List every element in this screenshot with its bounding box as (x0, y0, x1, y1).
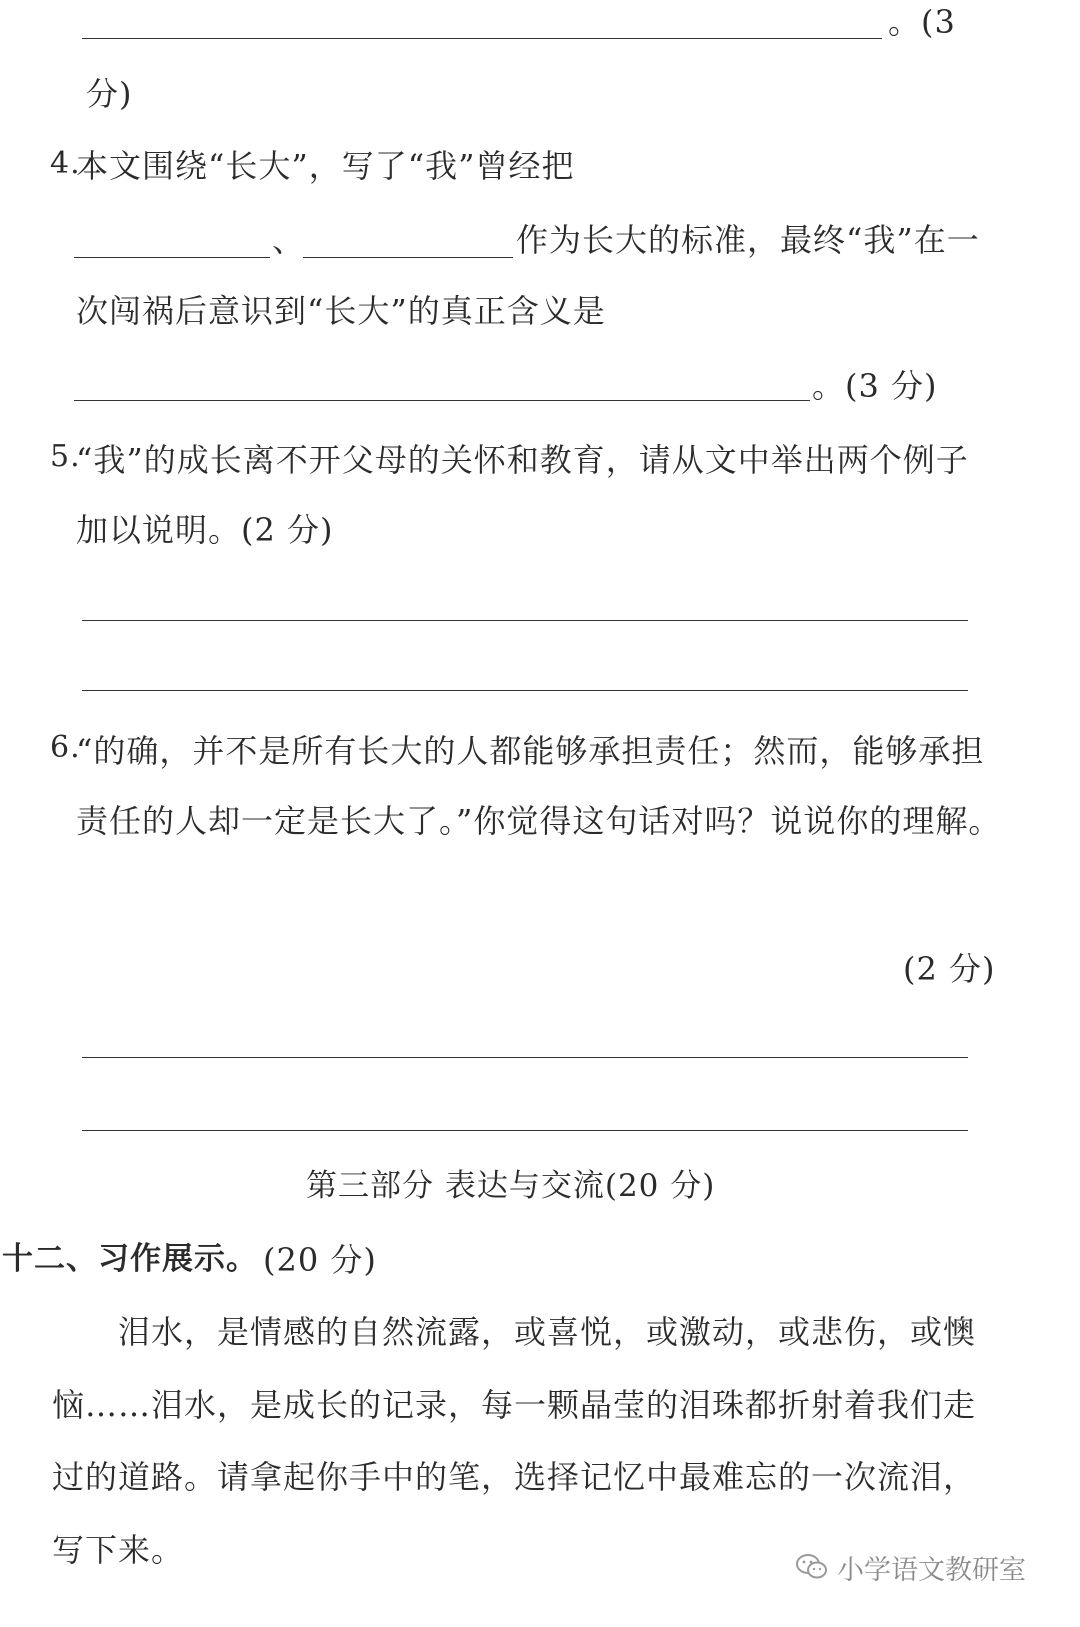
q6-number: 6. (50, 730, 81, 765)
answer-line[interactable] (82, 1130, 968, 1131)
sec12-para-line4: 写下来。 (52, 1531, 185, 1569)
q6-text-line2: 责任的人却一定是长大了。”你觉得这句话对吗？说说你的理解。 (76, 802, 1002, 840)
wechat-icon (795, 1553, 829, 1581)
q5-text-line2: 加以说明。(2 分) (76, 511, 334, 549)
q3-end: 。(3 (888, 3, 956, 41)
watermark-text: 小学语文教研室 (837, 1554, 1026, 1586)
q5-number: 5. (50, 439, 81, 474)
q4-text-line1: 本文围绕“长大”，写了“我”曾经把 (76, 147, 575, 185)
q4-number: 4. (50, 146, 81, 181)
sec12-score: (20 分) (263, 1241, 377, 1279)
part3-title: 第三部分 表达与交流(20 分) (306, 1168, 716, 1204)
sec12-heading: 十二、习作展示。 (2, 1241, 258, 1277)
answer-line[interactable] (74, 400, 810, 401)
q4-text-line3: 次闯祸后意识到“长大”的真正含义是 (76, 292, 606, 330)
q6-score: (2 分) (903, 950, 996, 988)
q5-text-line1: “我”的成长离不开父母的关怀和教育，请从文中举出两个例子 (76, 441, 969, 479)
answer-line[interactable] (74, 257, 270, 258)
answer-line[interactable] (82, 690, 968, 691)
sec12-para-line3: 过的道路。请拿起你手中的笔，选择记忆中最难忘的一次流泪， (52, 1458, 977, 1496)
watermark (795, 1547, 1026, 1587)
answer-line[interactable] (82, 38, 882, 39)
q4-text-line2: 作为长大的标准，最终“我”在一 (516, 221, 980, 259)
q6-text-line1: “的确，并不是所有长大的人都能够承担责任；然而，能够承担 (76, 732, 985, 770)
q3-wrap: 分) (86, 75, 133, 113)
answer-line[interactable] (82, 620, 968, 621)
answer-line[interactable] (82, 1057, 968, 1058)
q4-end: 。(3 分) (812, 367, 938, 405)
q4-separator: 、 (272, 221, 306, 259)
sec12-para-line2: 恼……泪水，是成长的记录，每一颗晶莹的泪珠都折射着我们走 (52, 1386, 977, 1424)
answer-line[interactable] (303, 257, 513, 258)
sec12-para-line1: 泪水，是情感的自然流露，或喜悦，或激动，或悲伤，或懊 (118, 1313, 977, 1351)
